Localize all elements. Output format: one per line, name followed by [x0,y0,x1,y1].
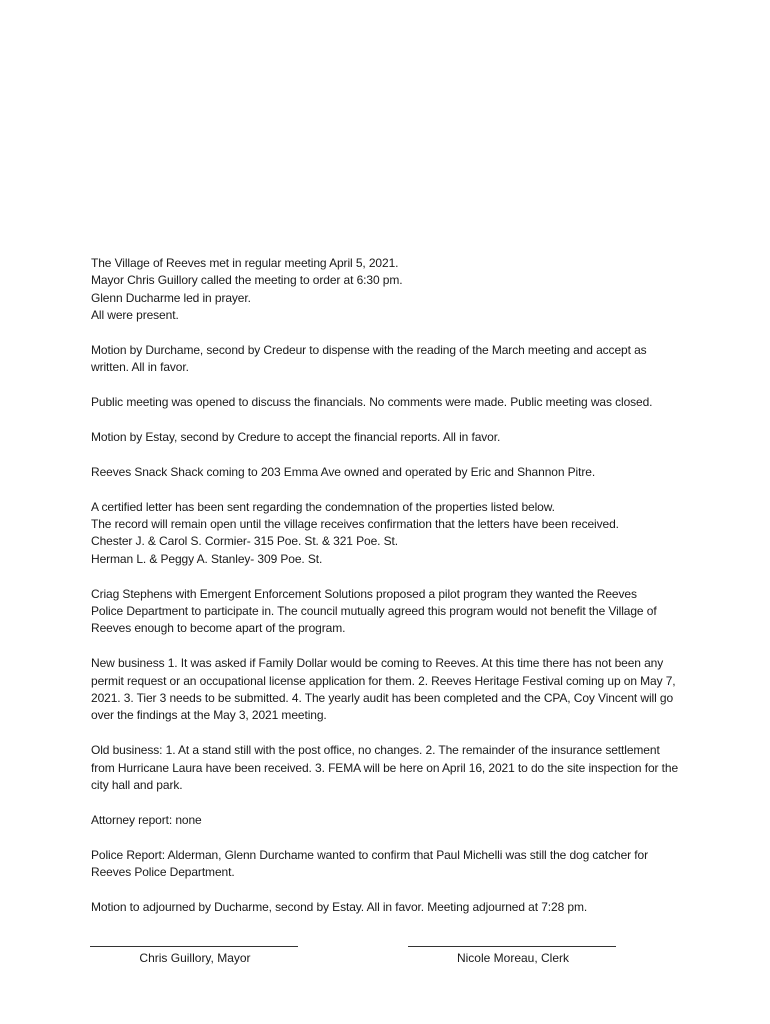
text-line: Reeves Snack Shack coming to 203 Emma Ave owned and operated by Eric and Shannon Pitre. [91,464,596,479]
text-line: Glenn Ducharme led in prayer. [91,290,251,305]
clerk-signature-block [408,938,618,965]
text-line: Reeves enough to become apart of the program. [91,621,346,636]
paragraph-gap [91,412,731,429]
mayor-name: Chris Guillory, Mayor [139,951,251,965]
text-line: Motion by Durchame, second by Credeur to dispense with the reading of the March meeting and accept as [91,343,647,358]
text-line: Mayor Chris Guillory called the meeting to order at 6:30 pm. [91,273,403,288]
paragraph-gap [91,638,731,655]
text-line: Old business: 1. At a stand still with the post office, no changes. 2. The remainder of the insurance settlement [91,743,660,758]
paragraph-gap [91,568,731,585]
paragraph-gap [91,377,731,394]
text-line: over the findings at the May 3, 2021 meeting. [91,708,327,723]
text-line: from Hurricane Laura have been received. 3. FEMA will be here on April 16, 2021 to do the site inspection for the [91,760,679,775]
paragraph-gap [91,481,731,498]
text-line: The Village of Reeves met in regular meeting April 5, 2021. [91,256,399,270]
signature-line [90,938,298,947]
text-line: Police Report: Alderman, Glenn Durchame wanted to confirm that Paul Michelli was still the dog catcher for [91,847,648,862]
text-line: Police Department to participate in. The council mutually agreed this program would not benefit the Village of [91,604,657,619]
text-line: Chester J. & Carol S. Cormier- 315 Poe. St. & 321 Poe. St. [91,534,399,549]
paragraph-gap [91,794,731,811]
text-line: Public meeting was opened to discuss the financials. No comments were made. Public meeting was closed. [91,395,653,410]
paragraph-gap [91,325,731,342]
meeting-minutes-body [91,255,731,916]
clerk-name: Nicole Moreau, Clerk [456,951,570,965]
text-line: New business 1. It was asked if Family Dollar would be coming to Reeves. At this time there has not been any [91,656,664,671]
text-line: permit request or an occupational license application for them. 2. Reeves Heritage Festival coming up on May 7, [91,673,676,688]
text-line: A certified letter has been sent regarding the condemnation of the properties listed below. [91,499,555,514]
paragraph-gap [91,829,731,846]
mayor-signature-block [90,938,300,965]
text-line: Motion by Estay, second by Credure to accept the financial reports. All in favor. [91,430,501,445]
text-line: Motion to adjourned by Ducharme, second by Estay. All in favor. Meeting adjourned at 7:28 pm. [91,899,588,914]
text-line: Reeves Police Department. [91,865,235,880]
text-line: 2021. 3. Tier 3 needs to be submitted. 4. The yearly audit has been completed and the CPA, Coy Vincent will go [91,691,674,706]
signature-line [408,938,616,947]
paragraph-gap [91,881,731,898]
text-line: Criag Stephens with Emergent Enforcement Solutions proposed a pilot program they wanted the Reeves [91,586,637,601]
paragraph-gap [91,446,731,463]
text-line: All were present. [91,308,179,323]
text-line: Herman L. & Peggy A. Stanley- 309 Poe. St. [91,551,323,566]
text-line: Attorney report: none [91,812,202,827]
text-line: The record will remain open until the village receives confirmation that the letters have been received. [91,517,619,532]
text-line: city hall and park. [91,778,183,793]
paragraph-gap [91,725,731,742]
text-line: written. All in favor. [91,360,189,375]
